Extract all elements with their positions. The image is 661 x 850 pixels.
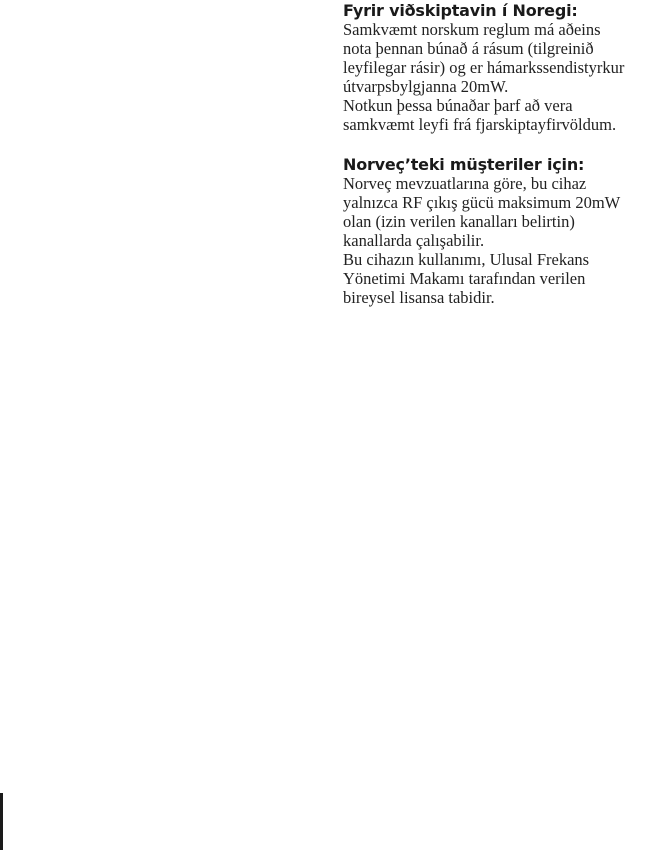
section-paragraph: Notkun þessa búnaðar þarf að vera samkvæmt leyfi frá fjarskiptayfirvöldum.	[343, 96, 617, 134]
section-heading: Norveç’teki müşteriler için:	[343, 155, 585, 174]
section-norway-icelandic	[343, 0, 659, 134]
section-paragraph: Samkvæmt norskum reglum má aðeins nota þennan búnað á rásum (tilgreinið leyfilegar rásir) og er hámarkssendistyrkur útvarpsbylgjanna 20mW.	[343, 20, 625, 96]
section-norway-turkish	[343, 154, 659, 307]
margin-rule	[0, 793, 3, 850]
section-paragraph: Norveç mevzuatlarına göre, bu cihaz yalnızca RF çıkış gücü maksimum 20mW olan (izin verilen kanalları belirtin) kanallarda çalışabilir.	[343, 174, 621, 250]
section-heading: Fyrir viðskiptavin í Noregi:	[343, 1, 578, 20]
text-column	[343, 0, 659, 307]
section-paragraph: Bu cihazın kullanımı, Ulusal Frekans Yönetimi Makamı tarafından verilen bireysel lisansa tabidir.	[343, 250, 590, 307]
